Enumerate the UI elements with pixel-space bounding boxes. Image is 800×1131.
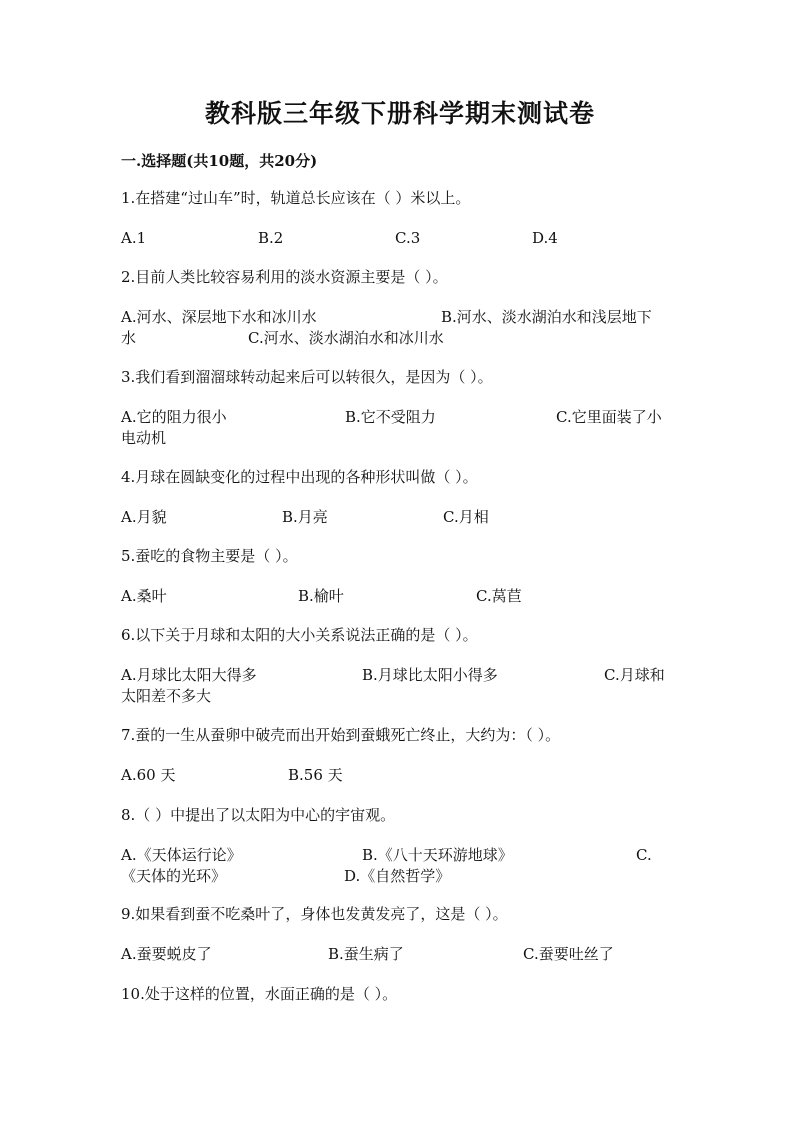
q6-option-b: B.月球比太阳小得多 <box>362 666 498 684</box>
q9-option-a: A.蚕要蜕皮了 <box>121 945 212 963</box>
q3-option-c-wrap: 电动机 <box>121 429 167 447</box>
question-1-stem: 1.在搭建“过山车”时，轨道总长应该在（ ）米以上。 <box>121 189 471 207</box>
question-2-stem: 2.目前人类比较容易利用的淡水资源主要是（ ）。 <box>121 268 448 286</box>
q8-option-c: C. <box>636 846 652 864</box>
q7-option-a: A.60 天 <box>121 766 176 784</box>
q3-option-b: B.它不受阻力 <box>345 408 436 426</box>
q2-option-a: A.河水、深层地下水和冰川水 <box>121 308 317 326</box>
q8-option-c-wrap: 《天体的光环》 <box>121 867 227 885</box>
q4-option-b: B.月亮 <box>282 508 328 526</box>
q4-option-a: A.月貌 <box>121 508 167 526</box>
q4-option-c: C.月相 <box>443 508 489 526</box>
q2-option-b-wrap: 水 <box>121 329 137 347</box>
q7-option-b: B.56 天 <box>288 766 343 784</box>
q6-option-c-wrap: 太阳差不多大 <box>121 687 212 705</box>
q9-option-c: C.蚕要吐丝了 <box>523 945 614 963</box>
q8-option-a: A.《天体运行论》 <box>121 846 242 864</box>
q1-option-d: D.4 <box>532 229 558 247</box>
q5-option-a: A.桑叶 <box>121 587 167 605</box>
q9-option-b: B.蚕生病了 <box>328 945 404 963</box>
q6-option-a: A.月球比太阳大得多 <box>121 666 257 684</box>
page-title: 教科版三年级下册科学期末测试卷 <box>204 99 595 128</box>
q8-option-b: B.《八十天环游地球》 <box>362 846 513 864</box>
question-3-stem: 3.我们看到溜溜球转动起来后可以转很久，是因为（ ）。 <box>121 368 493 386</box>
q6-option-c: C.月球和 <box>604 666 665 684</box>
q5-option-c: C.莴苣 <box>476 587 522 605</box>
question-7-stem: 7.蚕的一生从蚕卵中破壳而出开始到蚕蛾死亡终止，大约为：（ ）。 <box>121 726 561 744</box>
q8-option-d: D.《自然哲学》 <box>344 867 451 885</box>
q1-option-a: A.1 <box>121 229 147 247</box>
q1-option-b: B.2 <box>258 229 284 247</box>
q3-option-a: A.它的阻力很小 <box>121 408 227 426</box>
question-4-stem: 4.月球在圆缺变化的过程中出现的各种形状叫做（ ）。 <box>121 468 478 486</box>
question-10-stem: 10.处于这样的位置，水面正确的是（ ）。 <box>121 985 398 1003</box>
q5-option-b: B.榆叶 <box>298 587 344 605</box>
section-title: 一.选择题(共10题，共20分) <box>121 152 318 170</box>
q2-option-c: C.河水、淡水湖泊水和冰川水 <box>248 329 444 347</box>
question-8-stem: 8.（ ）中提出了以太阳为中心的宇宙观。 <box>121 806 396 824</box>
q2-option-b: B.河水、淡水湖泊水和浅层地下 <box>441 308 652 326</box>
q1-option-c: C.3 <box>395 229 421 247</box>
question-6-stem: 6.以下关于月球和太阳的大小关系说法正确的是（ ）。 <box>121 626 478 644</box>
question-9-stem: 9.如果看到蚕不吃桑叶了，身体也发黄发亮了，这是（ ）。 <box>121 905 508 923</box>
q3-option-c: C.它里面装了小 <box>556 408 662 426</box>
question-5-stem: 5.蚕吃的食物主要是（ ）。 <box>121 547 298 565</box>
